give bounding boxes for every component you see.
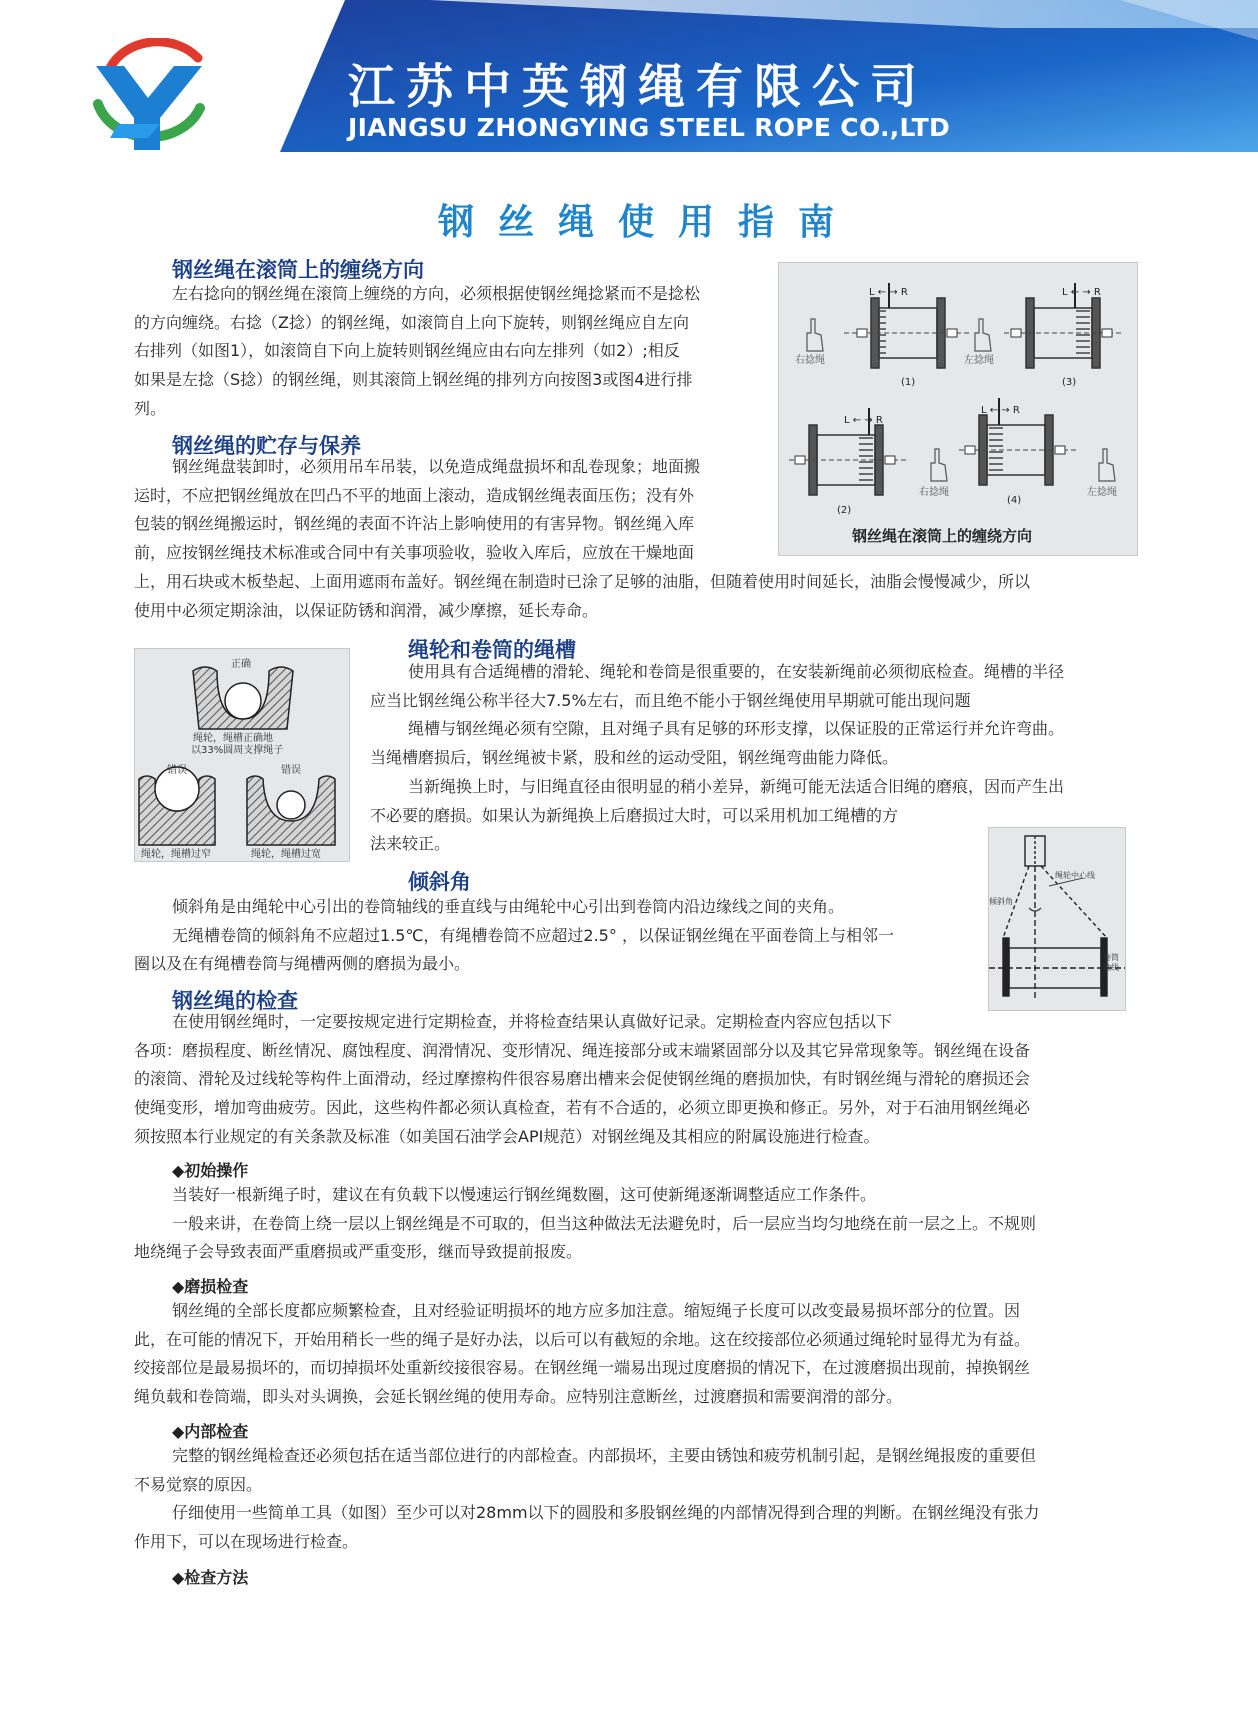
drum-lr-label-2: L ← → R	[844, 415, 883, 426]
drum-figure-caption: 钢丝绳在滚筒上的缠绕方向	[852, 527, 1033, 545]
company-logo-icon	[88, 38, 216, 154]
drum-axis-label-2: 轴线	[1103, 963, 1119, 972]
groove-correct-note-1: 绳轮，绳槽正确地	[193, 733, 273, 744]
drum-winding-figure	[778, 262, 1138, 556]
text-line: 须按照本行业规定的有关条款及标准（如美国石油学会API规范）对钢丝绳及其相应的附属设施进行检查。	[134, 1126, 880, 1146]
right-rope-label-2: 右捻绳	[919, 487, 949, 498]
text-line: 钢丝绳的全部长度都应频繁检查，且对经验证明损坏的地方应多加注意。缩短绳子长度可以改变最易损坏部分的位置。因	[172, 1301, 1021, 1320]
text-line: 绞接部位是最易损坏的，而切掉损坏处重新绞接很容易。在钢丝绳一端易出现过度磨损的情况下，在过渡磨损出现前，掉换钢丝	[134, 1358, 1031, 1378]
storage-paragraph-top	[134, 453, 770, 568]
heading-fleet-angle: 倾斜角	[408, 870, 471, 894]
heading-inspection: 钢丝绳的检查	[172, 989, 298, 1013]
drum-axis-label-1: 卷筒	[1103, 953, 1119, 962]
text-line: 的方向缠绕。右捻（Z捻）的钢丝绳，如滚筒自上向下旋转，则钢丝绳应自左向	[134, 312, 689, 332]
internal-inspection-paragraph	[134, 1442, 1144, 1557]
groove-correct-label: 正确	[231, 659, 251, 670]
text-line: 列。	[134, 398, 167, 418]
document-title: 钢丝绳使用指南	[438, 202, 859, 243]
text-line: 使绳变形，增加弯曲疲劳。因此，这些构件都必须认真检查，若有不合适的，必须立即更换和修正。另外，对于石油用钢丝绳必	[134, 1098, 1031, 1118]
text-line: 运时，不应把钢丝绳放在凹凸不平的地面上滚动，造成钢丝绳表面压伤；没有外	[134, 485, 695, 505]
text-line: 在使用钢丝绳时，一定要按规定进行定期检查，并将检查结果认真做好记录。定期检查内容应包括以下	[172, 1012, 893, 1031]
fleet-angle-paragraph	[134, 893, 980, 979]
company-name-cn: 江苏中英钢绳有限公司	[348, 60, 928, 115]
text-line: 当新绳换上时，与旧绳直径由很明显的稍小差异，新绳可能无法适合旧绳的磨痕，因而产生出	[408, 776, 1065, 796]
text-line: 此，在可能的情况下，开始用稍长一些的绳子是好办法，以后可以有截短的余地。这在绞接部位必须通过绳轮时显得尤为有益。	[134, 1329, 1031, 1349]
text-line: 使用具有合适绳槽的滑轮、绳轮和卷筒是很重要的，在安装新绳前必须彻底检查。绳槽的半径	[408, 662, 1065, 681]
drum-winding-diagram	[779, 263, 1137, 525]
text-line: 地绕绳子会导致表面严重磨损或严重变形，继而导致提前报废。	[134, 1242, 583, 1262]
fleet-angle-figure	[988, 827, 1126, 1011]
text-line: 当绳槽磨损后，钢丝绳被卡紧，股和丝的运动受阻，钢丝绳弯曲能力降低。	[370, 748, 899, 768]
text-line: 不易觉察的原因。	[134, 1474, 263, 1494]
drum-lr-label-3: L ← → R	[1062, 287, 1101, 298]
text-line: 圈以及在有绳槽卷筒与绳槽两侧的磨损为最小。	[134, 954, 471, 974]
winding-paragraph	[134, 280, 770, 424]
drum-number-2: (2)	[837, 505, 852, 516]
groove-wrong-label-2: 错误	[281, 765, 301, 776]
text-line: 倾斜角是由绳轮中心引出的卷筒轴线的垂直线与由绳轮中心引出到卷筒内沿边缘线之间的夹角。	[172, 897, 845, 916]
heading-groove: 绳轮和卷筒的绳槽	[408, 638, 576, 662]
text-line: 绳槽与钢丝绳必须有空隙，且对绳子具有足够的环形支撑，以保证股的正常运行并允许弯曲。	[408, 719, 1065, 739]
text-line: 不必要的磨损。如果认为新绳换上后磨损过大时，可以采用机加工绳槽的方	[370, 805, 899, 825]
drum-lr-label-4: L ← → R	[981, 405, 1020, 416]
groove-figure	[134, 648, 350, 862]
text-line: 使用中必须定期涂油，以保证防锈和润滑，减少摩擦，延长寿命。	[134, 600, 599, 620]
text-line: 上，用石块或木板垫起、上面用遮雨布盖好。钢丝绳在制造时已涂了足够的油脂，但随着使用时间延长，油脂会慢慢减少，所以	[134, 572, 1031, 591]
text-line: 应当比钢丝绳公称半径大7.5%左右，而且绝不能小于钢丝绳使用早期就可能出现问题	[370, 690, 971, 710]
subheading-inspection-method: ◆检查方法	[172, 1568, 249, 1587]
groove-narrow-label: 绳轮，绳槽过窄	[141, 849, 211, 860]
subheading-wear-inspection: ◆磨损检查	[172, 1277, 249, 1296]
text-line: 当装好一根新绳子时，建议在有负载下以慢速运行钢丝绳数圈，这可使新绳逐渐调整适应工作条件。	[172, 1185, 877, 1204]
text-line: 的滚筒、滑轮及过线轮等构件上面滑动，经过摩擦构件很容易磨出槽来会促使钢丝绳的磨损加快，有时钢丝绳与滑轮的磨损还会	[134, 1069, 1031, 1089]
text-line: 钢丝绳盘装卸时，必须用吊车吊装，以免造成绳盘损坏和乱卷现象；地面搬	[172, 457, 701, 476]
drum-number-3: (3)	[1062, 377, 1077, 388]
fleet-angle-diagram	[989, 828, 1125, 1010]
text-line: 右排列（如图1），如滚筒自下向上旋转则钢丝绳应由右向左排列（如2）;相反	[134, 341, 680, 361]
subheading-initial-operation: ◆初始操作	[172, 1161, 249, 1180]
drum-number-4: (4)	[1007, 495, 1022, 506]
heading-storage: 钢丝绳的贮存与保养	[172, 434, 361, 458]
drum-number-1: (1)	[901, 377, 916, 388]
text-line: 包装的钢丝绳搬运时，钢丝绳的表面不许沾上影响使用的有害异物。钢丝绳入库	[134, 514, 695, 534]
text-line: 作用下，可以在现场进行检查。	[134, 1532, 359, 1552]
inspection-paragraph	[134, 1008, 1144, 1152]
text-line: 如果是左捻（S捻）的钢丝绳，则其滚筒上钢丝绳的排列方向按图3或图4进行排	[134, 370, 693, 390]
storage-paragraph-bottom	[134, 568, 1144, 625]
right-rope-label-1: 右捻绳	[795, 355, 825, 366]
text-line: 左右捻向的钢丝绳在滚筒上缠绕的方向，必须根据使钢丝绳捻紧而不是捻松	[172, 284, 701, 303]
groove-wide-label: 绳轮，绳槽过宽	[251, 849, 321, 860]
left-rope-label-1: 左捻绳	[964, 355, 994, 366]
text-line: 仔细使用一些简单工具（如图）至少可以对28mm以下的圆股和多股钢丝绳的内部情况得到合理的判断。在钢丝绳没有张力	[172, 1503, 1040, 1523]
text-line: 一般来讲，在卷筒上绕一层以上钢丝绳是不可取的，但当这种做法无法避免时，后一层应当均匀地绕在前一层之上。不规则	[172, 1213, 1037, 1233]
groove-wrong-label-1: 错误	[167, 765, 187, 776]
fleet-angle-label: 倾斜角	[989, 897, 1013, 906]
hand-icon	[807, 319, 1115, 481]
text-line: 完整的钢丝绳检查还必须包括在适当部位进行的内部检查。内部损坏，主要由锈蚀和疲劳机制引起，是钢丝绳报废的重要但	[172, 1446, 1037, 1465]
text-line: 绳负载和卷筒端，即头对头调换，会延长钢丝绳的使用寿命。应特别注意断丝，过渡磨损和需要润滑的部分。	[134, 1387, 903, 1407]
wear-inspection-paragraph	[134, 1297, 1144, 1412]
subheading-internal-inspection: ◆内部检查	[172, 1422, 249, 1441]
heading-winding-direction: 钢丝绳在滚筒上的缠绕方向	[172, 258, 424, 282]
groove-diagram	[135, 649, 349, 861]
initial-operation-paragraph	[134, 1181, 1144, 1267]
left-rope-label-2: 左捻绳	[1087, 487, 1117, 498]
company-name-en: JIANGSU ZHONGYING STEEL ROPE CO.,LTD	[348, 113, 951, 142]
sheave-center-label: 绳轮中心线	[1055, 871, 1095, 880]
text-line: 前，应按钢丝绳技术标准或合同中有关事项验收，验收入库后，应放在干燥地面	[134, 543, 695, 563]
text-line: 法来较正。	[370, 834, 451, 854]
groove-correct-note-2: 以33%圆周支撑绳子	[191, 745, 284, 756]
text-line: 各项：磨损程度、断丝情况、腐蚀程度、润滑情况、变形情况、绳连接部分或末端紧固部分以及其它异常现象等。钢丝绳在设备	[134, 1040, 1031, 1060]
text-line: 无绳槽卷筒的倾斜角不应超过1.5℃，有绳槽卷筒不应超过2.5° ，以保证钢丝绳在平面卷筒上与相邻一	[172, 925, 894, 945]
drum-lr-label-1: L ← → R	[869, 287, 908, 298]
